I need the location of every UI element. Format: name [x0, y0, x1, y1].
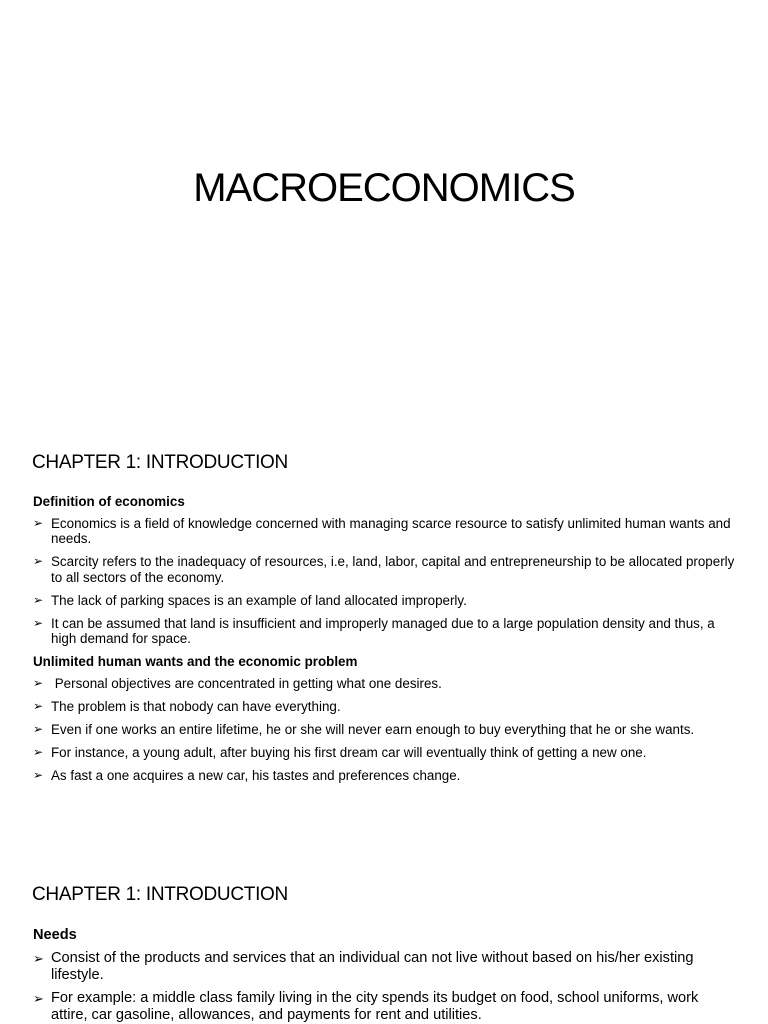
chapter-heading: CHAPTER 1: INTRODUCTION — [32, 884, 288, 905]
bullet-text: The problem is that nobody can have everything. — [51, 698, 341, 714]
arrow-bullet-icon: ➢ — [33, 698, 44, 713]
bullet-text: It can be assumed that land is insufficient and improperly managed due to a large population density and thus, a high demand for space. — [51, 615, 715, 646]
chapter-heading: CHAPTER 1: INTRODUCTION — [32, 452, 288, 473]
arrow-bullet-icon: ➢ — [33, 675, 44, 690]
bullet-text: Economics is a field of knowledge concerned with managing scarce resource to satisfy unlimited human wants and needs. — [51, 515, 731, 546]
section-title-unlimited-wants: Unlimited human wants and the economic problem — [33, 654, 358, 669]
list-item — [33, 516, 738, 547]
arrow-bullet-icon: ➢ — [33, 991, 44, 1006]
title-slide — [0, 0, 768, 430]
arrow-bullet-icon: ➢ — [33, 554, 44, 568]
bullet-text: The lack of parking spaces is an example of land allocated improperly. — [51, 592, 467, 608]
document-title: MACROECONOMICS — [193, 166, 575, 210]
definition-bullet-list — [33, 516, 738, 647]
list-item — [33, 554, 738, 585]
arrow-bullet-icon: ➢ — [33, 615, 44, 630]
bullet-text: For example: a middle class family living in the city spends its budget on food, school uniforms, work attire, car gasoline, allowances, and payments for rent and utilities. — [51, 990, 699, 1023]
arrow-bullet-icon: ➢ — [33, 767, 44, 782]
list-item — [33, 699, 738, 715]
arrow-bullet-icon: ➢ — [33, 721, 44, 736]
bullet-text: Personal objectives are concentrated in getting what one desires. — [51, 675, 442, 691]
needs-bullet-list — [33, 950, 738, 1024]
arrow-bullet-icon: ➢ — [33, 744, 44, 759]
list-item — [33, 990, 738, 1024]
chapter-slide-2 — [0, 850, 768, 1024]
slide-content — [33, 927, 738, 1024]
list-item — [33, 745, 738, 761]
list-item — [33, 722, 738, 738]
list-item — [33, 768, 738, 784]
arrow-bullet-icon: ➢ — [33, 951, 44, 966]
list-item — [33, 616, 738, 647]
arrow-bullet-icon: ➢ — [33, 592, 44, 607]
arrow-bullet-icon: ➢ — [33, 515, 44, 530]
list-item — [33, 950, 738, 984]
bullet-text: Consist of the products and services that an individual can not live without based on his/her existing lifestyle. — [51, 950, 694, 983]
list-item — [33, 593, 738, 609]
bullet-text: Scarcity refers to the inadequacy of resources, i.e, land, labor, capital and entrepreneurship to be allocated properly to all sectors of the economy. — [51, 554, 735, 585]
section-title-needs: Needs — [33, 927, 77, 943]
bullet-text: For instance, a young adult, after buying his first dream car will eventually think of getting a new one. — [51, 744, 647, 760]
bullet-text: Even if one works an entire lifetime, he or she will never earn enough to buy everything that he or she wants. — [51, 721, 695, 737]
bullet-text: As fast a one acquires a new car, his tastes and preferences change. — [51, 767, 461, 783]
section-title-definition: Definition of economics — [33, 494, 185, 509]
list-item — [33, 676, 738, 692]
chapter-slide-1 — [0, 430, 768, 850]
slide-content — [33, 494, 738, 791]
wants-bullet-list — [33, 676, 738, 784]
